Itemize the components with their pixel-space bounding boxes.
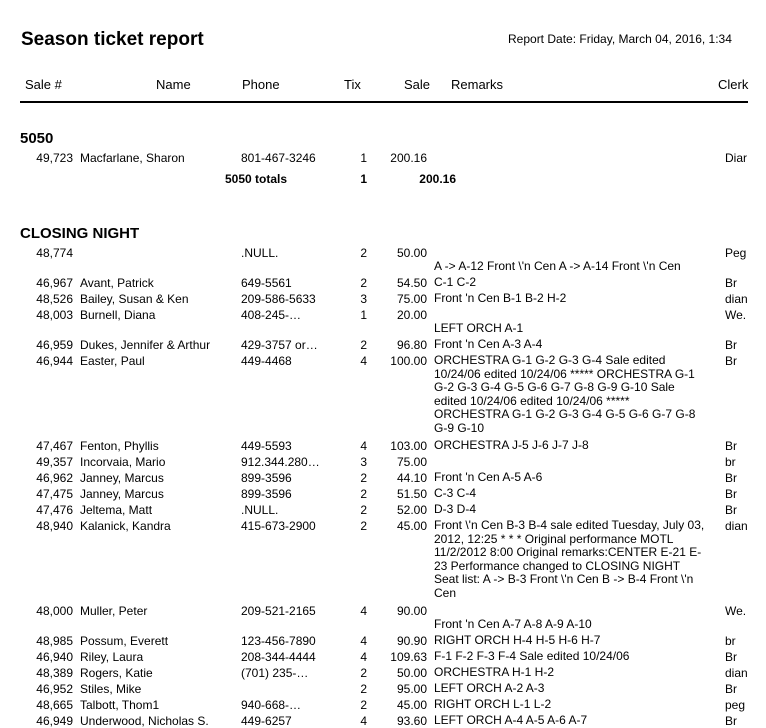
customer-name: Kalanick, Kandra bbox=[80, 519, 171, 533]
sale-amount: 45.00 bbox=[396, 519, 427, 533]
sale-amount: 95.00 bbox=[396, 682, 427, 696]
ticket-count: 2 bbox=[360, 487, 367, 501]
phone-number: 801-467-3246 bbox=[241, 151, 316, 165]
group-totals-amount: 200.16 bbox=[419, 172, 456, 186]
sale-amount: 75.00 bbox=[396, 455, 427, 469]
ticket-count: 4 bbox=[360, 604, 367, 618]
clerk-name: Br bbox=[725, 682, 737, 696]
column-header-remarks: Remarks bbox=[451, 77, 504, 92]
column-header-tix: Tix bbox=[344, 77, 361, 92]
sale-amount: 90.90 bbox=[396, 634, 427, 648]
clerk-name: Br bbox=[725, 487, 737, 501]
remarks-line: LEFT ORCH A-4 A-5 A-6 A-7 bbox=[434, 713, 588, 727]
clerk-name: Br bbox=[725, 338, 737, 352]
customer-name: Macfarlane, Sharon bbox=[80, 151, 185, 165]
phone-number: 208-344-4444 bbox=[241, 650, 316, 664]
sale-amount: 93.60 bbox=[396, 714, 427, 728]
sale-amount: 75.00 bbox=[396, 292, 427, 306]
remarks-line: Front 'n Cen B-1 B-2 H-2 bbox=[434, 291, 567, 305]
sale-amount: 51.50 bbox=[396, 487, 427, 501]
phone-number: 899-3596 bbox=[241, 471, 292, 485]
remarks-line: ORCHESTRA G-1 G-2 G-3 G-4 Sale edited bbox=[434, 353, 666, 367]
remarks-line: 23 Performance changed to CLOSING NIGHT bbox=[434, 558, 681, 573]
sale-number: 46,944 bbox=[36, 354, 73, 368]
sale-number: 48,389 bbox=[36, 666, 73, 680]
clerk-name: br bbox=[725, 455, 736, 469]
remarks-line: edited 10/24/06 edited 10/24/06 ***** bbox=[434, 393, 630, 408]
sale-amount: 200.16 bbox=[390, 151, 427, 165]
customer-name: Janney, Marcus bbox=[80, 471, 164, 485]
remarks-line: LEFT ORCH A-2 A-3 bbox=[434, 681, 545, 695]
customer-name: Talbott, Thom1 bbox=[80, 698, 160, 712]
column-header-clerk: Clerk bbox=[718, 77, 749, 92]
sale-number: 48,774 bbox=[36, 246, 73, 260]
sale-amount: 109.63 bbox=[390, 650, 427, 664]
sale-amount: 45.00 bbox=[396, 698, 427, 712]
clerk-name: Br bbox=[725, 471, 737, 485]
column-header-sale: Sale # bbox=[25, 77, 62, 92]
ticket-count: 2 bbox=[360, 246, 367, 260]
sale-amount: 50.00 bbox=[396, 246, 427, 260]
phone-number: 408-245-… bbox=[241, 308, 302, 322]
clerk-name: dian bbox=[725, 666, 748, 680]
customer-name: Possum, Everett bbox=[80, 634, 169, 648]
clerk-name: Diar bbox=[725, 151, 748, 165]
remarks-line: D-3 D-4 bbox=[434, 502, 477, 516]
ticket-count: 2 bbox=[360, 338, 367, 352]
ticket-count: 2 bbox=[360, 698, 367, 712]
clerk-name: Br bbox=[725, 276, 737, 290]
phone-number: 912.344.280… bbox=[241, 455, 320, 469]
sale-number: 47,475 bbox=[36, 487, 73, 501]
phone-number: 940-668-… bbox=[241, 698, 302, 712]
remarks-line: G-2 G-3 G-4 G-5 G-6 G-7 G-8 G-9 G-10 Sale bbox=[434, 380, 675, 395]
clerk-name: dian bbox=[725, 292, 748, 306]
sale-number: 47,467 bbox=[36, 439, 73, 453]
clerk-name: dian bbox=[725, 519, 748, 533]
remarks-line: Cen bbox=[434, 586, 457, 600]
ticket-count: 3 bbox=[360, 292, 367, 306]
column-header-sale-amount: Sale bbox=[404, 77, 431, 92]
remarks-line: C-3 C-4 bbox=[434, 486, 477, 500]
remarks-line: F-1 F-2 F-3 F-4 Sale edited 10/24/06 bbox=[434, 649, 630, 663]
phone-number: .NULL. bbox=[241, 246, 279, 260]
ticket-count: 1 bbox=[360, 151, 367, 165]
clerk-name: Br bbox=[725, 650, 737, 664]
phone-number: (701) 235-… bbox=[241, 666, 309, 680]
customer-name: Rogers, Katie bbox=[80, 666, 153, 680]
customer-name: Avant, Patrick bbox=[80, 276, 154, 290]
sale-amount: 96.80 bbox=[396, 338, 427, 352]
sale-number: 48,940 bbox=[36, 519, 73, 533]
customer-name: Incorvaia, Mario bbox=[80, 455, 166, 469]
customer-name: Stiles, Mike bbox=[80, 682, 142, 696]
remarks-line: RIGHT ORCH H-4 H-5 H-6 H-7 bbox=[434, 633, 601, 647]
sale-amount: 100.00 bbox=[390, 354, 427, 368]
phone-number: 123-456-7890 bbox=[241, 634, 316, 648]
clerk-name: peg bbox=[725, 698, 746, 712]
ticket-count: 1 bbox=[360, 308, 367, 322]
clerk-name: Br bbox=[725, 354, 737, 368]
sale-amount: 90.00 bbox=[396, 604, 427, 618]
clerk-name: Br bbox=[725, 714, 737, 728]
sale-number: 49,357 bbox=[36, 455, 73, 469]
report-date: Report Date: Friday, March 04, 2016, 1:34 bbox=[508, 32, 732, 46]
clerk-name: We. bbox=[725, 604, 747, 618]
sale-amount: 54.50 bbox=[396, 276, 427, 290]
remarks-line: ORCHESTRA J-5 J-6 J-7 J-8 bbox=[434, 438, 589, 452]
ticket-count: 4 bbox=[360, 650, 367, 664]
sale-number: 47,476 bbox=[36, 503, 73, 517]
sale-number: 46,967 bbox=[36, 276, 73, 290]
sale-number: 48,003 bbox=[36, 308, 73, 322]
ticket-count: 2 bbox=[360, 666, 367, 680]
phone-number: 209-586-5633 bbox=[241, 292, 316, 306]
group-totals-label: 5050 totals bbox=[225, 172, 288, 186]
remarks-line: Seat list: A -> B-3 Front \'n Cen B -> B-4 Front \'n bbox=[434, 572, 694, 587]
clerk-name: br bbox=[725, 634, 736, 648]
sale-amount: 44.10 bbox=[396, 471, 427, 485]
sale-number: 46,962 bbox=[36, 471, 73, 485]
sale-number: 46,940 bbox=[36, 650, 73, 664]
group-title: 5050 bbox=[20, 130, 54, 147]
customer-name: Bailey, Susan & Ken bbox=[80, 292, 189, 306]
header-rule bbox=[20, 101, 748, 103]
sale-number: 48,665 bbox=[36, 698, 73, 712]
remarks-line: LEFT ORCH A-1 bbox=[434, 320, 524, 335]
ticket-count: 2 bbox=[360, 276, 367, 290]
phone-number: 449-6257 bbox=[241, 714, 292, 728]
clerk-name: We. bbox=[725, 308, 747, 322]
remarks-line: Front 'n Cen A-3 A-4 bbox=[434, 337, 543, 351]
clerk-name: Peg bbox=[725, 246, 747, 260]
sale-number: 46,952 bbox=[36, 682, 73, 696]
column-header-phone: Phone bbox=[242, 77, 280, 92]
group-totals-tix: 1 bbox=[360, 172, 367, 186]
ticket-count: 4 bbox=[360, 354, 367, 368]
customer-name: Fenton, Phyllis bbox=[80, 439, 159, 453]
remarks-line: 2012, 12:25 * * * Original performance MOTL bbox=[434, 531, 674, 546]
ticket-count: 4 bbox=[360, 714, 367, 728]
customer-name: Burnell, Diana bbox=[80, 308, 156, 322]
remarks-line: Front \'n Cen B-3 B-4 sale edited Tuesday, July 03, bbox=[434, 518, 705, 532]
customer-name: Riley, Laura bbox=[80, 650, 144, 664]
phone-number: 449-4468 bbox=[241, 354, 292, 368]
ticket-count: 2 bbox=[360, 519, 367, 533]
customer-name: Janney, Marcus bbox=[80, 487, 164, 501]
remarks-line: ORCHESTRA G-1 G-2 G-3 G-4 G-5 G-6 G-7 G-8 bbox=[434, 407, 696, 422]
clerk-name: Br bbox=[725, 503, 737, 517]
remarks-line: G-9 G-10 bbox=[434, 421, 485, 435]
remarks-line: RIGHT ORCH L-1 L-2 bbox=[434, 697, 552, 711]
phone-number: 899-3596 bbox=[241, 487, 292, 501]
sale-number: 48,985 bbox=[36, 634, 73, 648]
sale-number: 46,949 bbox=[36, 714, 73, 728]
sale-amount: 50.00 bbox=[396, 666, 427, 680]
remarks-line: 10/24/06 edited 10/24/06 ***** ORCHESTRA G-1 bbox=[434, 366, 695, 381]
sale-number: 49,723 bbox=[36, 151, 73, 165]
phone-number: 449-5593 bbox=[241, 439, 292, 453]
customer-name: Jeltema, Matt bbox=[80, 503, 153, 517]
customer-name: Muller, Peter bbox=[80, 604, 148, 618]
clerk-name: Br bbox=[725, 439, 737, 453]
phone-number: 649-5561 bbox=[241, 276, 292, 290]
column-header-name: Name bbox=[156, 77, 191, 92]
customer-name: Underwood, Nicholas S. bbox=[80, 714, 209, 728]
phone-number: 415-673-2900 bbox=[241, 519, 316, 533]
sale-number: 48,526 bbox=[36, 292, 73, 306]
ticket-count: 4 bbox=[360, 634, 367, 648]
sale-amount: 52.00 bbox=[396, 503, 427, 517]
report-title: Season ticket report bbox=[21, 29, 204, 50]
sale-number: 48,000 bbox=[36, 604, 73, 618]
group-title: CLOSING NIGHT bbox=[20, 225, 140, 242]
sale-amount: 20.00 bbox=[396, 308, 427, 322]
remarks-line: A -> A-12 Front \'n Cen A -> A-14 Front \'n Cen bbox=[434, 258, 681, 273]
remarks-line: Front 'n Cen A-7 A-8 A-9 A-10 bbox=[434, 616, 592, 631]
remarks-line: ORCHESTRA H-1 H-2 bbox=[434, 665, 555, 679]
customer-name: Dukes, Jennifer & Arthur bbox=[80, 338, 211, 352]
ticket-count: 2 bbox=[360, 503, 367, 517]
phone-number: 209-521-2165 bbox=[241, 604, 316, 618]
remarks-line: 11/2/2012 8:00 Original remarks:CENTER E-21 E- bbox=[434, 545, 702, 560]
ticket-count: 2 bbox=[360, 682, 367, 696]
sale-amount: 103.00 bbox=[390, 439, 427, 453]
sale-number: 46,959 bbox=[36, 338, 73, 352]
phone-number: 429-3757 or… bbox=[241, 338, 318, 352]
remarks-line: C-1 C-2 bbox=[434, 275, 477, 289]
customer-name: Easter, Paul bbox=[80, 354, 145, 368]
phone-number: .NULL. bbox=[241, 503, 279, 517]
remarks-line: Front 'n Cen A-5 A-6 bbox=[434, 470, 543, 484]
ticket-count: 2 bbox=[360, 471, 367, 485]
ticket-count: 4 bbox=[360, 439, 367, 453]
ticket-count: 3 bbox=[360, 455, 367, 469]
